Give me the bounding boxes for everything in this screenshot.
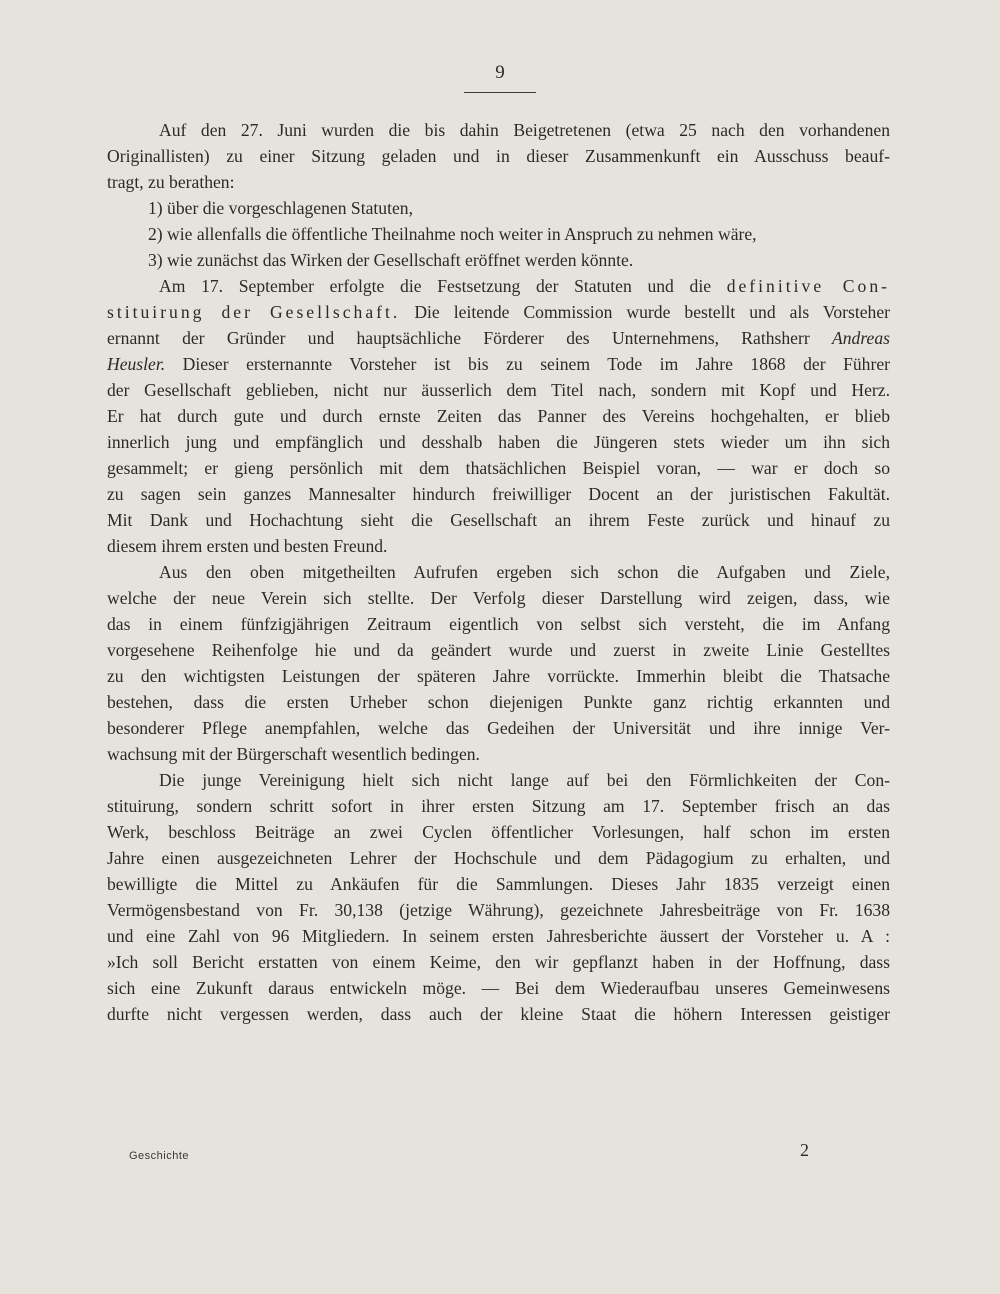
list-item: 1) über die vorgeschlagenen Statuten, bbox=[148, 198, 413, 218]
text-line: gesammelt; er gieng persönlich mit dem thatsächlichen Beispiel voran, — war er doch so bbox=[107, 458, 890, 478]
text-line: welche der neue Verein sich stellte. Der Verfolg dieser Darstellung wird zeigen, dass, wie bbox=[107, 588, 890, 608]
text-line: bewilligte die Mittel zu Ankäufen für die Sammlungen. Dieses Jahr 1835 verzeigt einen bbox=[107, 874, 890, 894]
text-line: Am 17. September erfolgte die Festsetzung der Statuten und die definitive Con- bbox=[159, 276, 890, 296]
list-item: 2) wie allenfalls die öffentliche Theilnahme noch weiter in Anspruch zu nehmen wäre, bbox=[148, 224, 757, 244]
text-line: Mit Dank und Hochachtung sieht die Gesellschaft an ihrem Feste zurück und hinauf zu bbox=[107, 510, 890, 530]
emphasis-italic: Heusler. bbox=[107, 354, 166, 374]
text-line: Originallisten) zu einer Sitzung geladen und in dieser Zusammenkunft ein Ausschuss beauf- bbox=[107, 146, 890, 166]
text-line: Er hat durch gute und durch ernste Zeiten das Panner des Vereins hochgehalten, er blieb bbox=[107, 406, 890, 426]
text-line: und eine Zahl von 96 Mitgliedern. In seinem ersten Jahresberichte äussert der Vorsteher u. A : bbox=[107, 926, 890, 946]
header-rule bbox=[464, 92, 536, 93]
text-line: sich eine Zukunft daraus entwickeln möge. — Bei dem Wiederaufbau unseres Gemeinwesens bbox=[107, 978, 890, 998]
text-line: stituirung, sondern schritt sofort in ihrer ersten Sitzung am 17. September frisch an das bbox=[107, 796, 890, 816]
text-line: Aus den oben mitgetheilten Aufrufen ergeben sich schon die Aufgaben und Ziele, bbox=[159, 562, 890, 582]
text-line: bestehen, dass die ersten Urheber schon diejenigen Punkte ganz richtig erkannten und bbox=[107, 692, 890, 712]
emphasis-spaced: stituirung der Gesellschaft. bbox=[107, 302, 401, 322]
list-item: 3) wie zunächst das Wirken der Gesellschaft eröffnet werden könnte. bbox=[148, 250, 634, 270]
text-line: Werk, beschloss Beiträge an zwei Cyclen öffentlicher Vorlesungen, half schon im ersten bbox=[107, 822, 890, 842]
page-number: 9 bbox=[495, 62, 505, 83]
text-line: der Gesellschaft geblieben, nicht nur äusserlich dem Titel nach, sondern mit Kopf und Herz. bbox=[107, 380, 890, 400]
text-line: »Ich soll Bericht erstatten von einem Keime, den wir gepflanzt haben in der Hoffnung, dass bbox=[107, 952, 890, 972]
emphasis-spaced: definitive Con- bbox=[726, 276, 890, 296]
text-line: Heusler. Dieser ersternannte Vorsteher ist bis zu seinem Tode im Jahre 1868 der Führer bbox=[107, 354, 890, 374]
printer-signature: Geschichte bbox=[129, 1150, 190, 1162]
text-line: wachsung mit der Bürgerschaft wesentlich bedingen. bbox=[107, 744, 480, 764]
text-line: Die junge Vereinigung hielt sich nicht lange auf bei den Förmlichkeiten der Con- bbox=[159, 770, 890, 790]
text-line: Auf den 27. Juni wurden die bis dahin Beigetretenen (etwa 25 nach den vorhandenen bbox=[159, 120, 890, 140]
text-line: vorgesehene Reihenfolge hie und da geändert wurde und zuerst in zweite Linie Gestelltes bbox=[107, 640, 890, 660]
text-line: Vermögensbestand von Fr. 30,138 (jetzige Währung), gezeichnete Jahresbeiträge von Fr. 1638 bbox=[107, 900, 890, 920]
text-line: tragt, zu berathen: bbox=[107, 172, 235, 192]
text-line: stituirung der Gesellschaft. Die leitende Commission wurde bestellt und als Vorsteher bbox=[107, 302, 891, 322]
body-text bbox=[107, 117, 890, 1027]
text-line: zu sagen sein ganzes Mannesalter hindurch freiwilliger Docent an der juristischen Fakultät. bbox=[107, 484, 890, 504]
emphasis-italic: Andreas bbox=[832, 328, 890, 348]
text-line: durfte nicht vergessen werden, dass auch der kleine Staat die höhern Interessen geistiger bbox=[107, 1004, 890, 1024]
sheet-number: 2 bbox=[800, 1140, 809, 1160]
text-line: besonderer Pflege anempfahlen, welche das Gedeihen der Universität und ihre innige Ver- bbox=[107, 718, 890, 738]
text-line: zu den wichtigsten Leistungen der späteren Jahre vorrückte. Immerhin bleibt die Thatsache bbox=[107, 666, 890, 686]
text-line: Jahre einen ausgezeichneten Lehrer der Hochschule und dem Pädagogium zu erhalten, und bbox=[107, 848, 890, 868]
text-line: das in einem fünfzigjährigen Zeitraum eigentlich von selbst sich versteht, die im Anfang bbox=[107, 614, 890, 634]
text-line: innerlich jung und empfänglich und desshalb haben die Jüngeren stets wieder um ihn sich bbox=[107, 432, 890, 452]
text-line: ernannt der Gründer und hauptsächliche Förderer des Unternehmens, Rathsherr Andreas bbox=[107, 328, 890, 348]
text-line: diesem ihrem ersten und besten Freund. bbox=[107, 536, 388, 556]
